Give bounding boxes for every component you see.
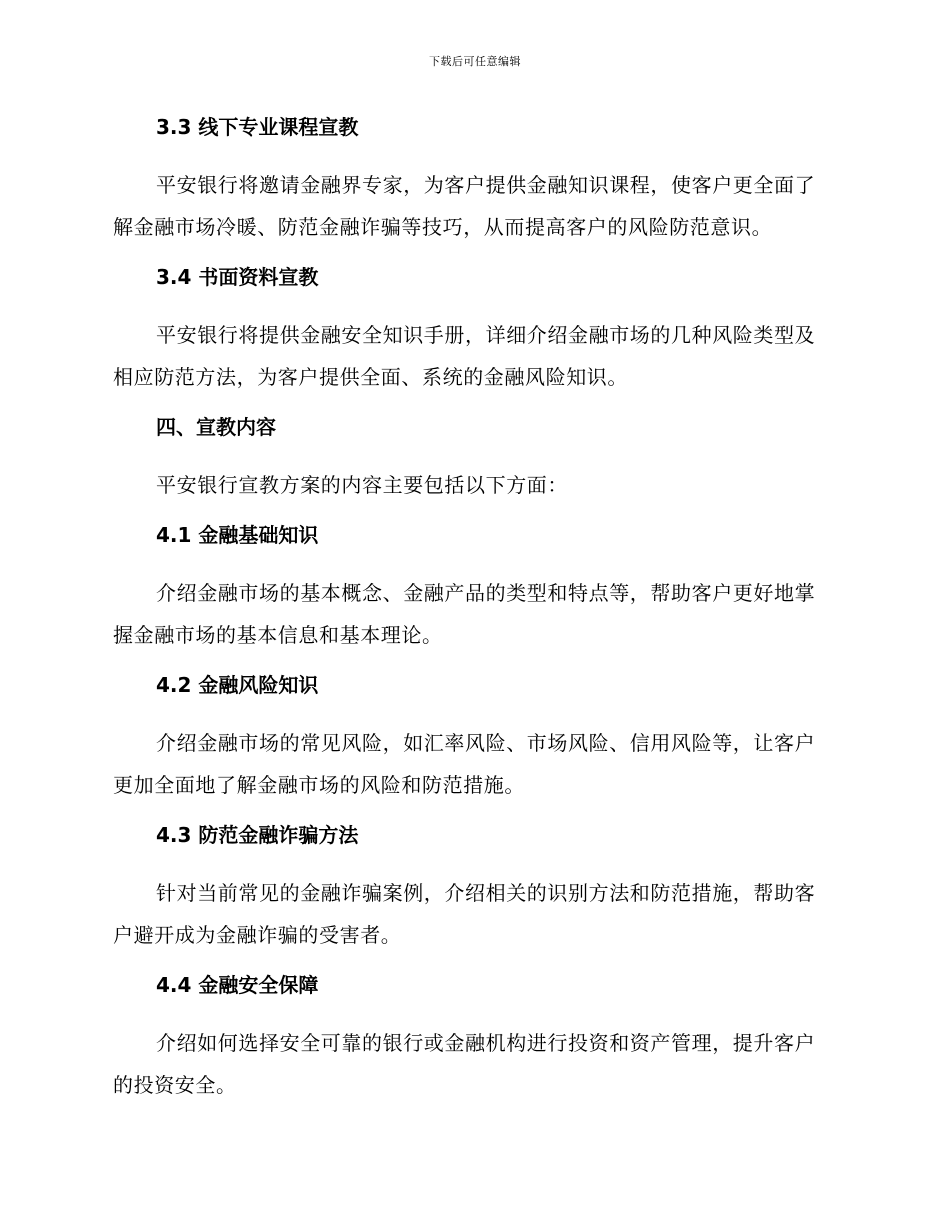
section-heading-3-4: 3.4 书面资料宣教: [156, 265, 319, 289]
page-header: 下载后可任意编辑: [429, 55, 521, 68]
section-paragraph-3-4: 平安银行将提供金融安全知识手册，详细介绍金融市场的几种风险类型及相应防范方法，为客户提供全面、系统的金融风险知识。: [113, 323, 816, 389]
document-body: [113, 110, 835, 1118]
section-paragraph-4-1: 介绍金融市场的基本概念、金融产品的类型和特点等，帮助客户更好地掌握金融市场的基本信息和基本理论。: [113, 581, 816, 647]
section-heading-3-3: 3.3 线下专业课程宣教: [156, 115, 359, 139]
section-paragraph-3-3: 平安银行将邀请金融界专家，为客户提供金融知识课程，使客户更全面了解金融市场冷暖、防范金融诈骗等技巧，从而提高客户的风险防范意识。: [113, 173, 816, 239]
section-paragraph-4-2: 介绍金融市场的常见风险，如汇率风险、市场风险、信用风险等，让客户更加全面地了解金融市场的风险和防范措施。: [113, 731, 816, 797]
section-heading-4-3: 4.3 防范金融诈骗方法: [156, 823, 359, 847]
section-heading-4-2: 4.2 金融风险知识: [156, 673, 319, 697]
section-paragraph-4-3: 针对当前常见的金融诈骗案例，介绍相关的识别方法和防范措施，帮助客户避开成为金融诈骗的受害者。: [113, 881, 816, 947]
section-heading-4-1: 4.1 金融基础知识: [156, 523, 319, 547]
section-paragraph-4-4: 介绍如何选择安全可靠的银行或金融机构进行投资和资产管理，提升客户的投资安全。: [113, 1031, 816, 1097]
section-heading-4: 四、宣教内容: [156, 415, 276, 439]
section-heading-4-4: 4.4 金融安全保障: [156, 973, 319, 997]
section-paragraph-4: 平安银行宣教方案的内容主要包括以下方面：: [156, 473, 568, 497]
